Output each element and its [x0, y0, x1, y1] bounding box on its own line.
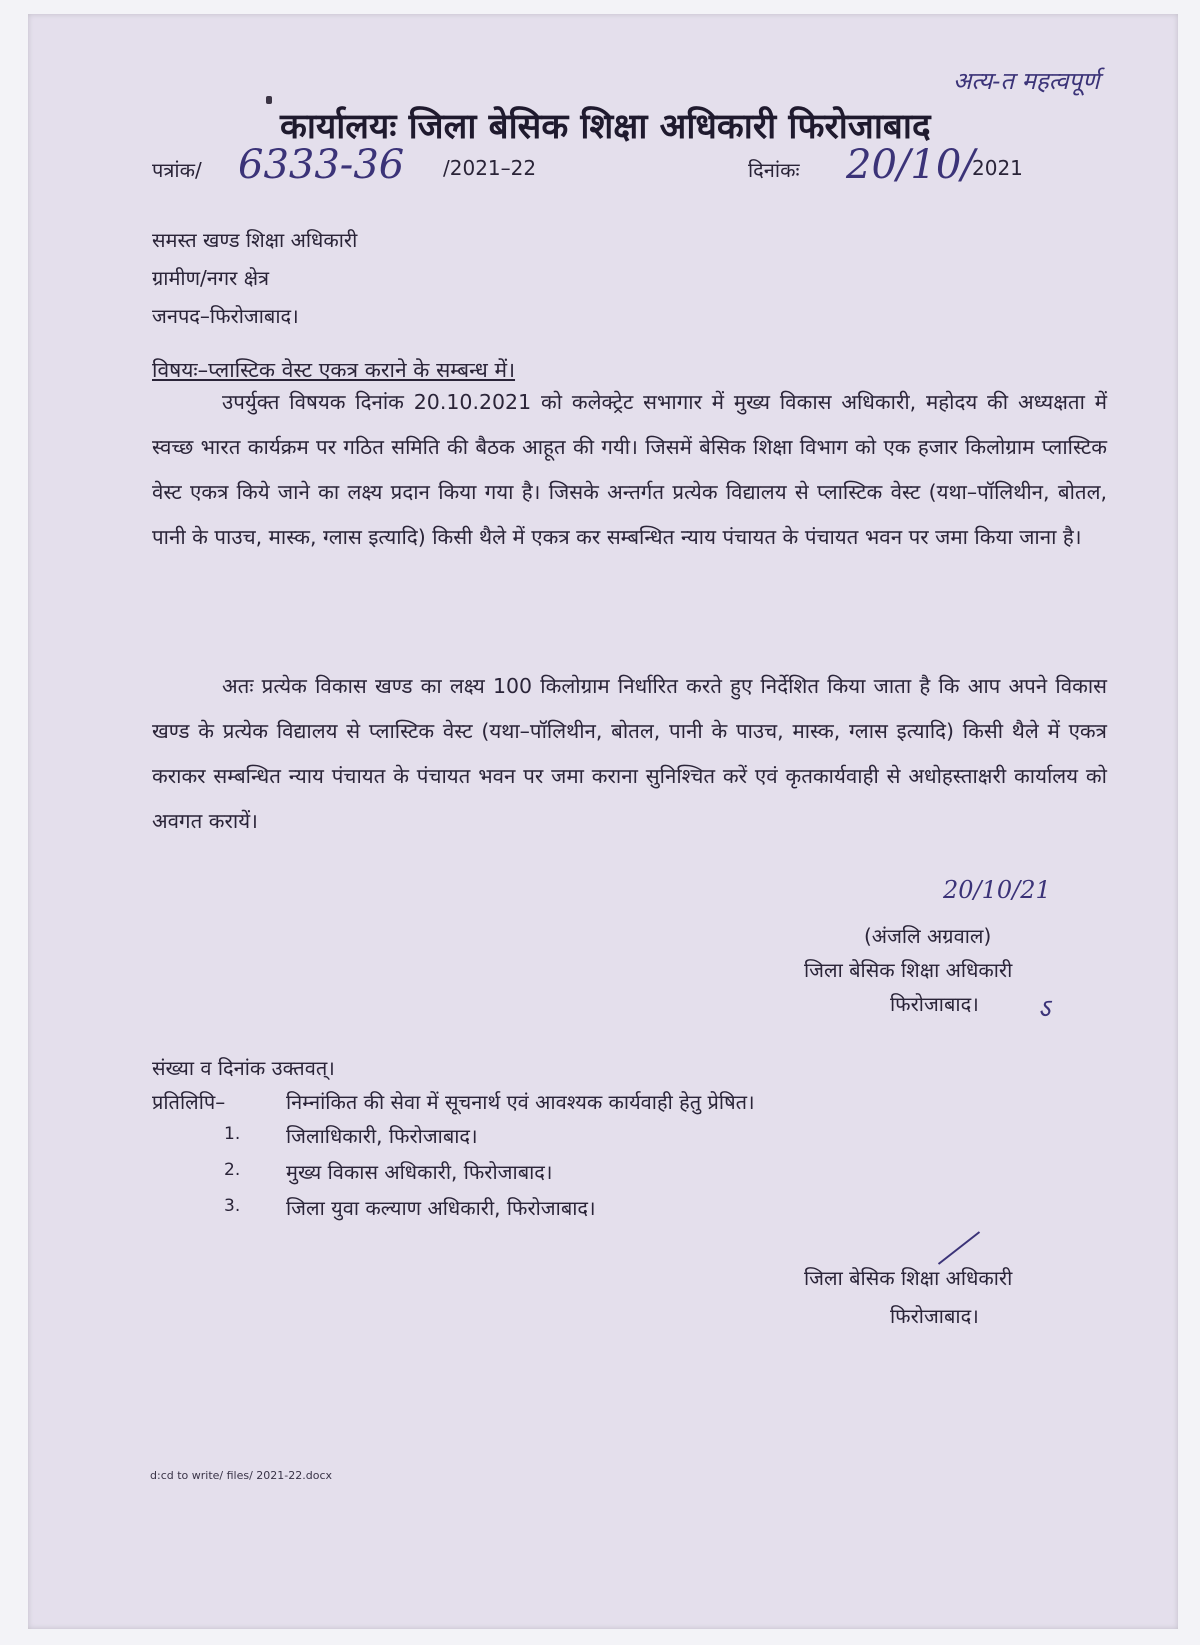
- file-path-footer: d:cd to write/ files/ 2021-22.docx: [150, 1469, 333, 1482]
- copy-item-text: जिला युवा कल्याण अधिकारी, फिरोजाबाद।: [286, 1196, 596, 1220]
- ref-suffix: /2021–22: [443, 156, 537, 180]
- addressee-line-3: जनपद–फिरोजाबाद।: [152, 304, 299, 328]
- signatory-designation: जिला बेसिक शिक्षा अधिकारी: [804, 958, 1013, 982]
- copy-label: प्रतिलिपि–: [152, 1090, 226, 1114]
- addressee-line-1: समस्त खण्ड शिक्षा अधिकारी: [152, 228, 358, 252]
- signature-handwritten-date: 20/10/21: [943, 876, 1051, 904]
- signature-stroke: [938, 1231, 980, 1265]
- copy-item-text: मुख्य विकास अधिकारी, फिरोजाबाद।: [286, 1160, 553, 1184]
- subject-line: विषयः–प्लास्टिक वेस्ट एकत्र कराने के सम्बन्ध में।: [152, 358, 516, 382]
- ink-mark: [266, 96, 272, 104]
- ref-number: 6333-36: [238, 142, 405, 188]
- copy-location: फिरोजाबाद।: [890, 1304, 979, 1328]
- date-year: 2021: [972, 156, 1023, 180]
- initial-mark: ऽ: [1038, 994, 1051, 1024]
- copy-item-text: जिलाधिकारी, फिरोजाबाद।: [286, 1124, 478, 1148]
- copy-designation: जिला बेसिक शिक्षा अधिकारी: [804, 1266, 1013, 1290]
- signatory-name: (अंजलि अग्रवाल): [864, 924, 992, 948]
- copy-item-number: 2.: [224, 1160, 241, 1180]
- urgent-note: अत्य-त महत्वपूर्ण: [953, 67, 1100, 95]
- body-paragraph-2: अतः प्रत्येक विकास खण्ड का लक्ष्य 100 किलोग्राम निर्धारित करते हुए निर्देशित किया जाता है कि आप अपने विकास खण्ड के प्रत्येक विद्यालय से प्लास्टिक वेस्ट (यथा–पॉलिथीन, बोतल, पानी के पाउच, मास्क, ग्लास इत्यादि) किसी थैले में एकत्र कराकर सम्बन्धित न्याय पंचायत के पंचायत भवन पर जमा कराना सुनिश्चित करें एवं कृतकार्यवाही से अधोहस्ताक्षरी कार्यालय को अवगत करायें।: [152, 674, 1107, 833]
- signatory-location: फिरोजाबाद।: [890, 992, 979, 1016]
- body-paragraph-1: उपर्युक्त विषयक दिनांक 20.10.2021 को कलेक्ट्रेट सभागार में मुख्य विकास अधिकारी, महोदय की अध्यक्षता में स्वच्छ भारत कार्यक्रम पर गठित समिति की बैठक आहूत की गयी। जिसमें बेसिक शिक्षा विभाग को एक हजार किलोग्राम प्लास्टिक वेस्ट एकत्र किये जाने का लक्ष्य प्रदान किया गया है। जिसके अन्तर्गत प्रत्येक विद्यालय से प्लास्टिक वेस्ट (यथा–पॉलिथीन, बोतल, पानी के पाउच, मास्क, ग्लास इत्यादि) किसी थैले में एकत्र कर सम्बन्धित न्याय पंचायत के पंचायत भवन पर जमा किया जाना है।: [152, 390, 1107, 549]
- document-page: [28, 14, 1178, 1629]
- date-handwritten: 20/10/: [846, 142, 975, 188]
- copy-intro: निम्नांकित की सेवा में सूचनार्थ एवं आवश्यक कार्यवाही हेतु प्रेषित।: [286, 1090, 755, 1114]
- date-label: दिनांकः: [748, 158, 800, 182]
- office-title: कार्यालयः जिला बेसिक शिक्षा अधिकारी फिरोजाबाद: [280, 107, 931, 147]
- copy-item-number: 3.: [224, 1196, 241, 1216]
- copy-number-line: संख्या व दिनांक उक्तवत्।: [152, 1056, 335, 1080]
- copy-item-number: 1.: [224, 1124, 241, 1144]
- ref-label: पत्रांक/: [152, 158, 202, 182]
- addressee-line-2: ग्रामीण/नगर क्षेत्र: [152, 266, 270, 290]
